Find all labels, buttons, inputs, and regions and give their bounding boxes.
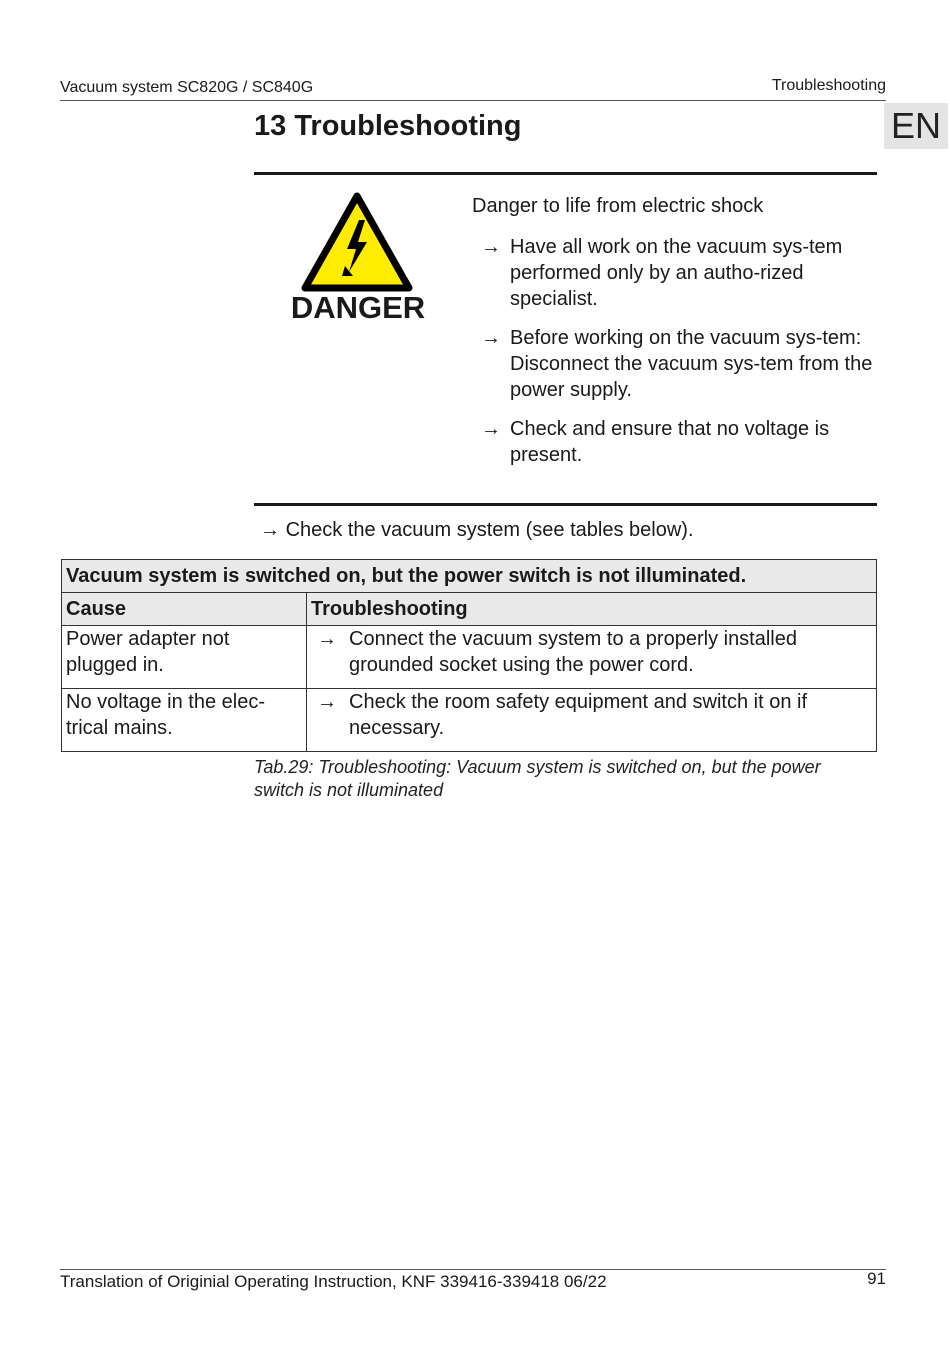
troubleshooting-table (61, 559, 877, 752)
danger-step: → Before working on the vacuum sys-tem: Disconnect the vacuum sys-tem from the power supply. (481, 327, 873, 401)
column-header-cause: Cause (62, 593, 307, 626)
instruction-line (260, 519, 694, 542)
header-divider (60, 100, 886, 101)
chapter-title: 13 Troubleshooting (254, 110, 522, 142)
page-number: 91 (867, 1269, 886, 1288)
arrow-right-icon: → (260, 519, 280, 541)
language-tab: EN (884, 103, 948, 149)
table-heading-row (62, 560, 877, 593)
table-header-row (62, 593, 877, 626)
danger-heading: Danger to life from electric shock (472, 195, 764, 217)
danger-step: → Have all work on the vacuum sys-tem performed only by an autho-rized specialist. (481, 236, 843, 310)
table-caption: Tab.29: Troubleshooting: Vacuum system is switched on, but the power switch is not illuminated (254, 757, 821, 800)
header-section: Troubleshooting (771, 77, 886, 94)
footer-divider (60, 1269, 886, 1270)
table-row (62, 626, 877, 689)
arrow-right-icon: → (317, 628, 337, 650)
arrow-right-icon: → (317, 691, 337, 713)
cause-cell: Power adapter not plugged in. (62, 626, 307, 689)
arrow-right-icon: → (481, 418, 501, 440)
danger-step: → Check and ensure that no voltage is present. (481, 418, 830, 466)
cause-cell: No voltage in the elec-trical mains. (62, 689, 307, 752)
arrow-right-icon: → (481, 236, 501, 258)
column-header-troubleshooting: Troubleshooting (307, 593, 877, 626)
warning-top-rule (254, 172, 877, 175)
warning-bottom-rule (254, 503, 877, 506)
danger-signal-word: DANGER (290, 290, 426, 325)
electric-shock-warning-icon (301, 192, 413, 292)
fix-cell: → Check the room safety equipment and switch it on if necessary. (307, 689, 877, 752)
table-row (62, 689, 877, 752)
fix-cell: → Connect the vacuum system to a properly installed grounded socket using the power cord. (307, 626, 877, 689)
header-product: Vacuum system SC820G / SC840G (60, 79, 314, 96)
arrow-right-icon: → (481, 327, 501, 349)
table-heading: Vacuum system is switched on, but the power switch is not illuminated. (62, 560, 877, 593)
footer-text: Translation of Originial Operating Instruction, KNF 339416-339418 06/22 (60, 1272, 607, 1291)
instruction-text: Check the vacuum system (see tables below). (285, 519, 694, 541)
